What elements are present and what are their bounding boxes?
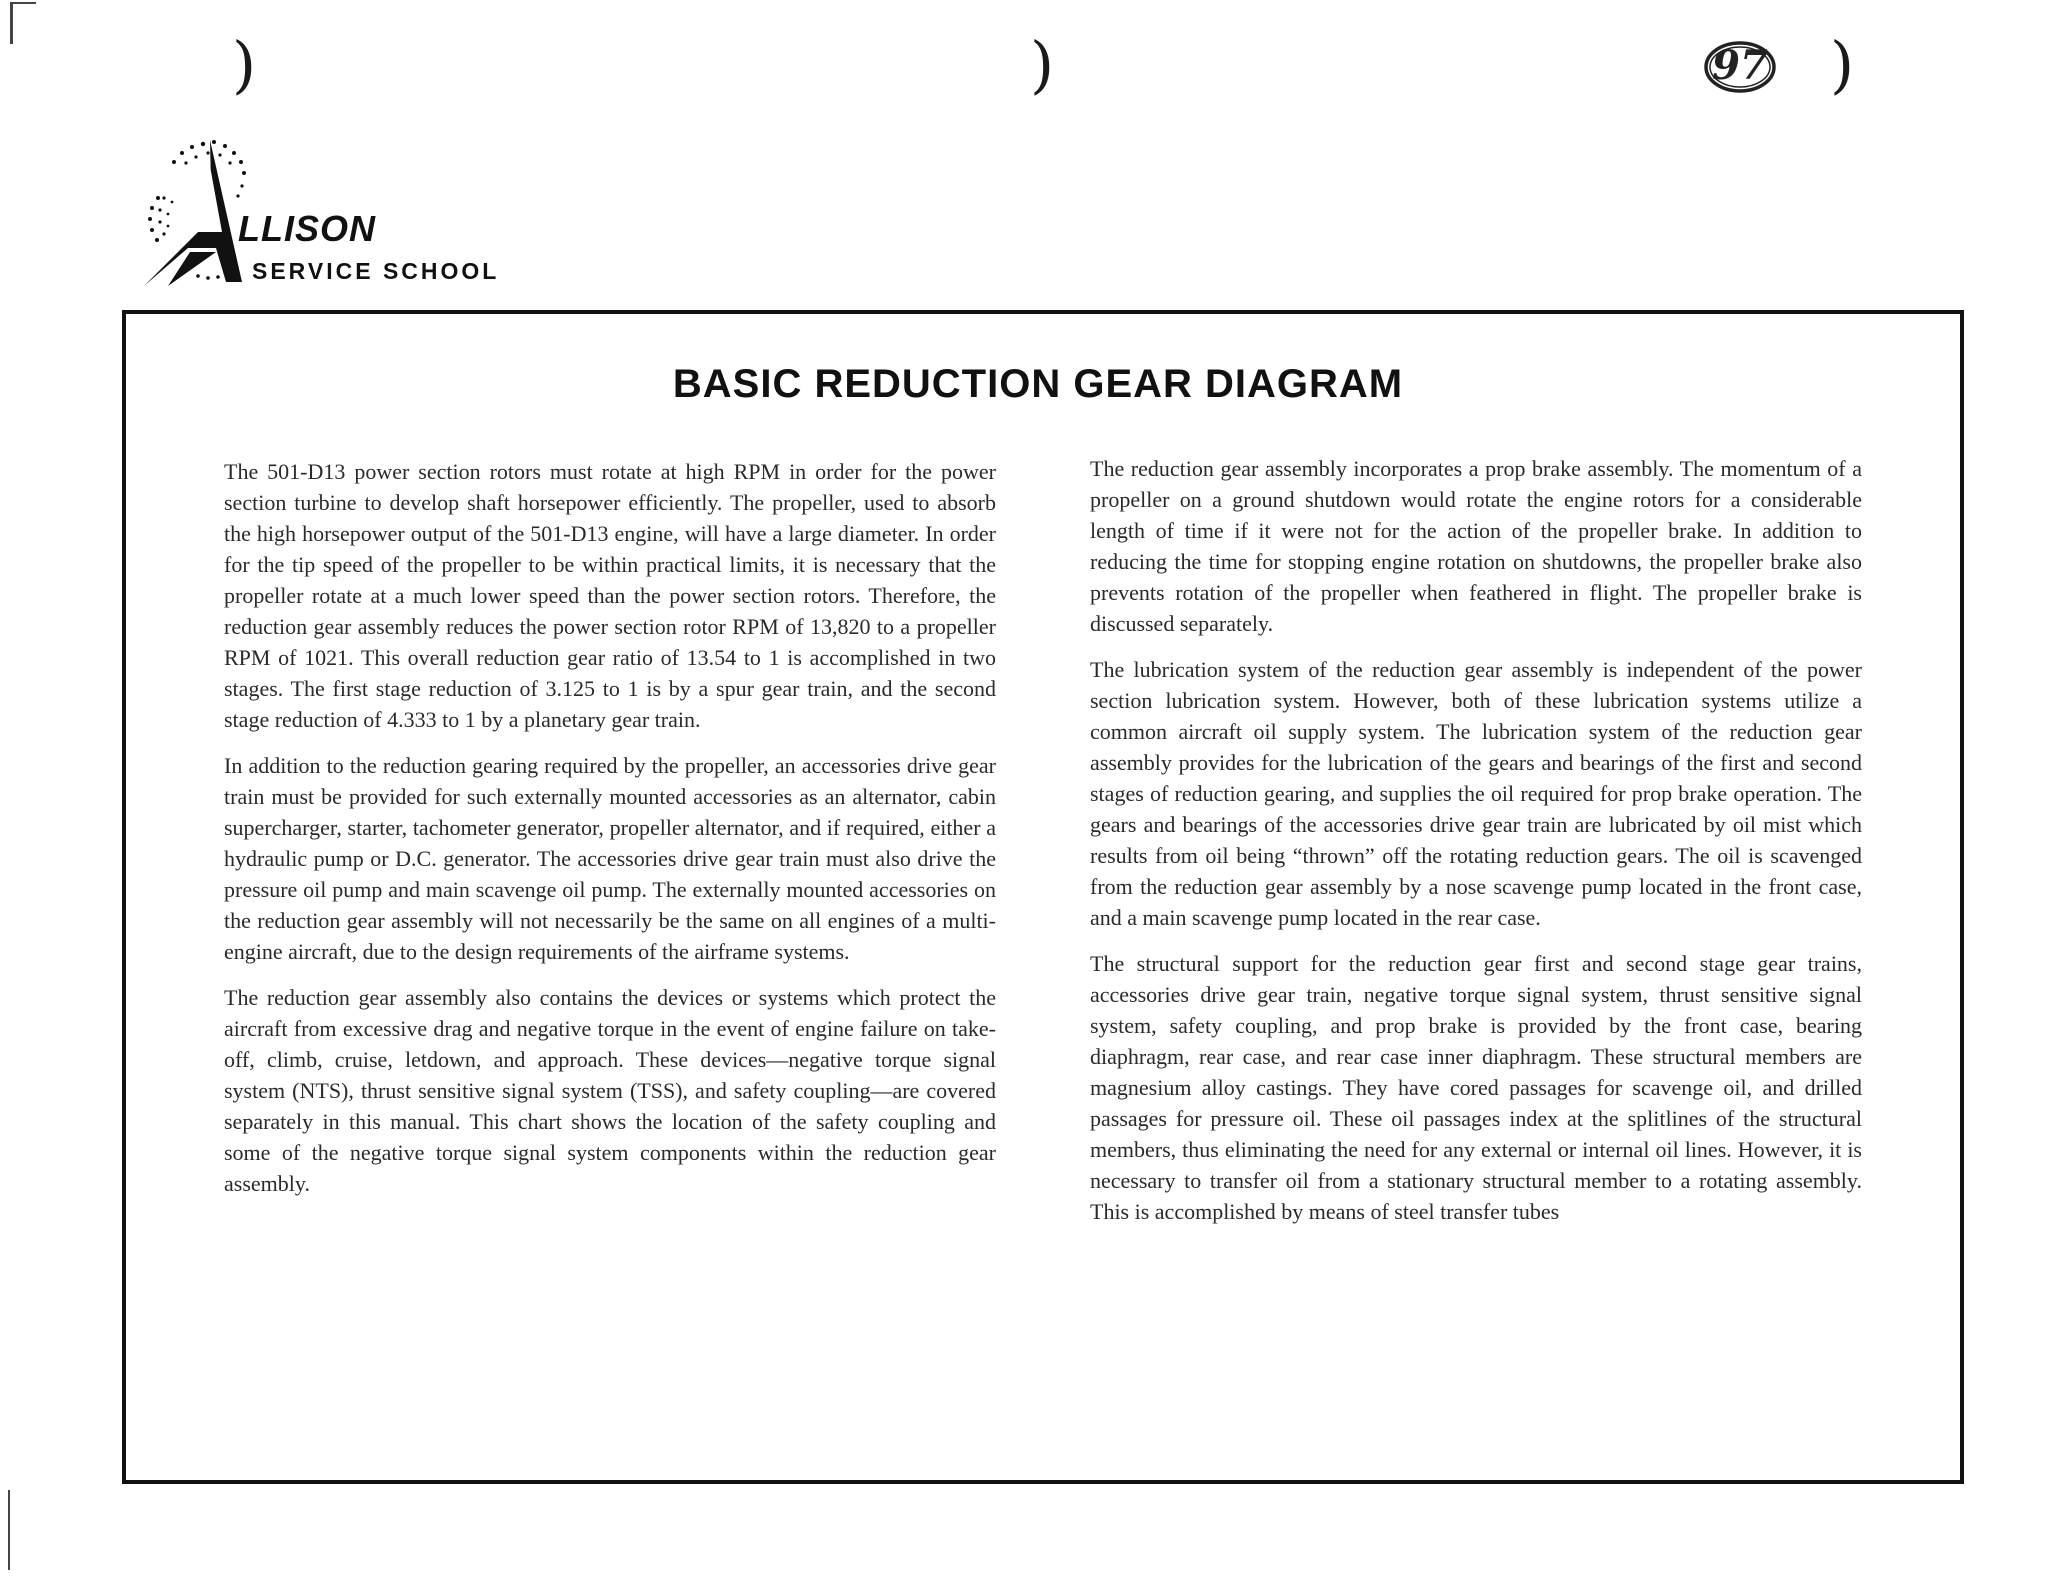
allison-logo <box>138 136 518 296</box>
paragraph: The 501-D13 power section rotors must rotate at high RPM in order for the power section turbine to develop shaft horsepower efficiently. The propeller, used to absorb the high horsepower output of the 501-D13 engine, will have a large diameter. In order for the tip speed of the propeller to be within practical limits, it is necessary that the propeller rotate at a much lower speed than the power section rotors. Therefore, the reduction gear assembly reduces the power section rotor RPM of 13,820 to a propeller RPM of 1021. This overall reduction gear ratio of 13.54 to 1 is accomplished in two stages. The first stage reduction of 3.125 to 1 is by a spur gear train, and the second stage reduction of 4.333 to 1 by a planetary gear train. <box>224 459 996 732</box>
paragraph: In addition to the reduction gearing required by the propeller, an accessories drive gear train must be provided for such externally mounted accessories as an alternator, cabin supercharger, starter, tachometer generator, propeller alternator, and if required, either a hydraulic pump or D.C. generator. The accessories drive gear train must also drive the pressure oil pump and main scavenge oil pump. The externally mounted accessories on the reduction gear assembly will not necessarily be the same on all engines of a multi-engine aircraft, due to the design requirements of the airframe systems. <box>224 753 996 964</box>
binder-hole-center: ) <box>1030 28 1055 101</box>
logo-wordmark: LLISON <box>238 208 376 249</box>
page-number <box>1702 38 1778 96</box>
paragraph: The structural support for the reduction gear first and second stage gear trains, accessories drive gear train, negative torque signal system, thrust sensitive signal system, safety coupling, and prop brake is provided by the front case, bearing diaphragm, rear case, and rear case inner diaphragm. These structural members are magnesium alloy castings. They have cored passages for scavenge oil, and drilled passages for pressure oil. These oil passages index at the splitlines of the structural members, thus eliminating the need for any external or internal oil lines. However, it is necessary to transfer oil from a stationary structural member to a rotating assembly. This is accomplished by means of steel transfer tubes <box>1090 951 1862 1224</box>
paragraph: The reduction gear assembly incorporates a prop brake assembly. The momentum of a propeller on a ground shutdown would rotate the engine rotors for a considerable length of time if it were not for the action of the propeller brake. In addition to reducing the time for stopping engine rotation on shutdowns, the propeller brake also prevents rotation of the propeller when feathered in flight. The propeller brake is discussed separately. <box>1090 456 1862 636</box>
scan-edge-mark-bottom <box>8 1490 10 1570</box>
page-number-value: 97 <box>1712 42 1768 89</box>
text-column-right <box>1090 453 1862 1242</box>
binder-hole-right: ) <box>1830 28 1855 101</box>
text-column-left <box>224 456 996 1214</box>
scan-edge-mark-top-bar <box>10 2 36 4</box>
diagram-title: BASIC REDUCTION GEAR DIAGRAM <box>672 362 1404 406</box>
scan-edge-mark-top <box>10 2 13 44</box>
paragraph: The lubrication system of the reduction gear assembly is independent of the power section lubrication system. However, both of these lubrication systems utilize a common aircraft oil supply system. The lubrication system of the reduction gear assembly provides for the lubrication of the gears and bearings of the first and second stages of reduction gearing, and supplies the oil required for prop brake operation. The gears and bearings of the accessories drive gear train are lubricated by oil mist which results from oil being “thrown” off the rotating reduction gears. The oil is scavenged from the reduction gear assembly by a nose scavenge pump located in the front case, and a main scavenge pump located in the rear case. <box>1090 657 1862 930</box>
binder-hole-left: ) <box>232 28 257 101</box>
logo-subtitle: SERVICE SCHOOL <box>252 258 500 284</box>
paragraph: The reduction gear assembly also contains the devices or systems which protect the aircraft from excessive drag and negative torque in the event of engine failure on take-off, climb, cruise, letdown, and approach. These devices—negative torque signal system (NTS), thrust sensitive signal system (TSS), and safety coupling—are covered separately in this manual. This chart shows the location of the safety coupling and some of the negative torque signal system components within the reduction gear assembly. <box>224 985 996 1196</box>
